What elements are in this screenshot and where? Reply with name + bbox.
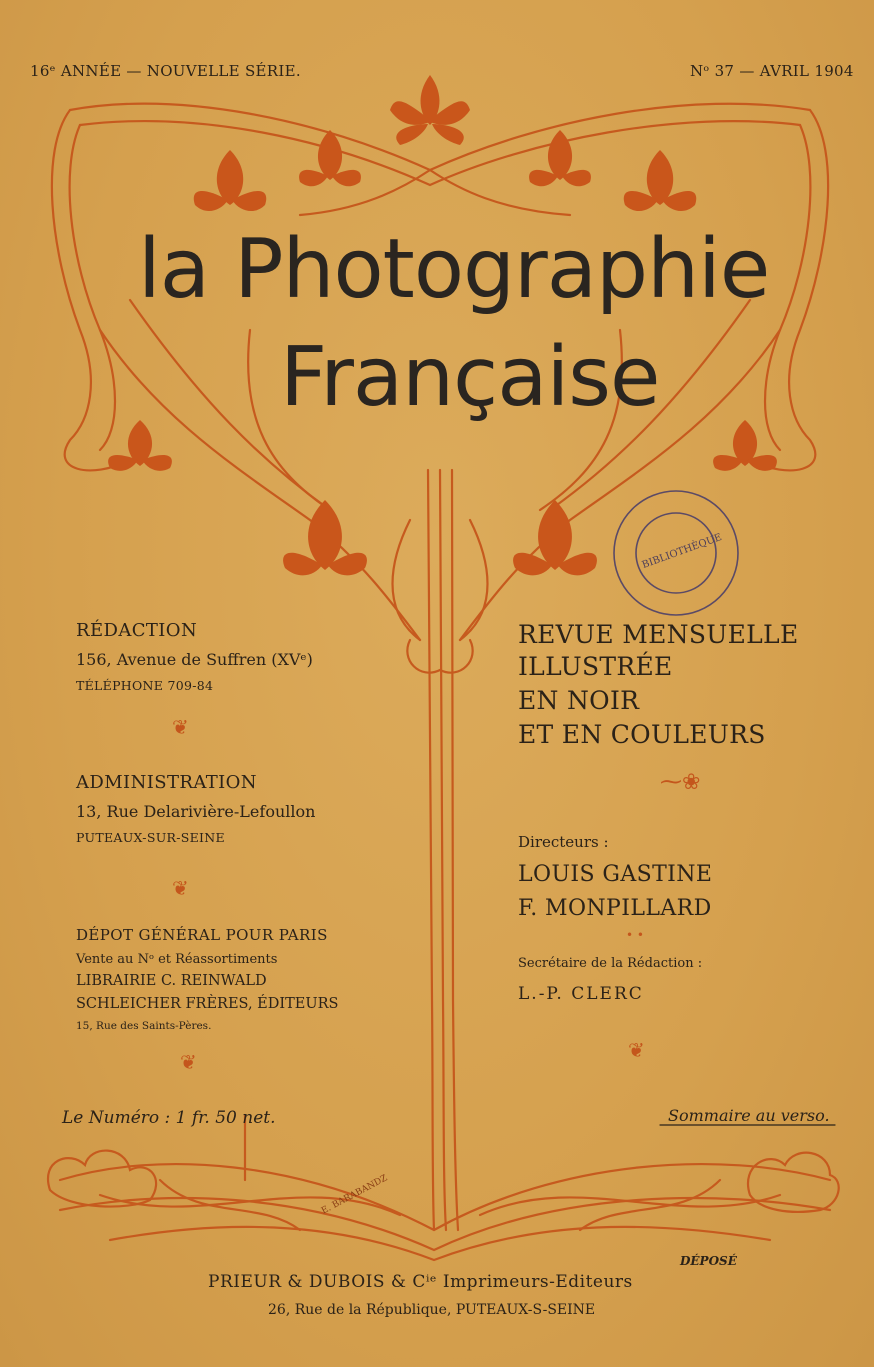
redaction-phone: TÉLÉPHONE 709-84 bbox=[76, 678, 214, 693]
issue-info: Nᵒ 37 — AVRIL 1904 bbox=[690, 62, 854, 80]
revue-line-1: REVUE MENSUELLE bbox=[518, 620, 799, 649]
directeurs-label: Directeurs : bbox=[518, 833, 609, 851]
price: Le Numéro : 1 fr. 50 net. bbox=[62, 1108, 276, 1128]
administration-city: PUTEAUX-SUR-SEINE bbox=[76, 830, 225, 845]
directeur-2: F. MONPILLARD bbox=[518, 896, 712, 921]
title-line-2: Française bbox=[280, 330, 660, 425]
depot-line-3: SCHLEICHER FRÈRES, ÉDITEURS bbox=[76, 996, 339, 1012]
fleuron-ornament: ❦ bbox=[172, 715, 189, 739]
sommaire-note: Sommaire au verso. bbox=[668, 1106, 830, 1125]
administration-heading: ADMINISTRATION bbox=[76, 772, 257, 793]
publisher-line: PRIEUR & DUBOIS & Cⁱᵉ Imprimeurs-Editeurs bbox=[208, 1272, 633, 1292]
stamp-inner-text: BIBLIOTHÈQUE bbox=[640, 531, 724, 572]
depot-line-4: 15, Rue des Saints-Pères. bbox=[76, 1020, 212, 1032]
dot-ornament: • • bbox=[626, 928, 644, 942]
secretaire-label: Secrétaire de la Rédaction : bbox=[518, 956, 703, 971]
depot-heading: DÉPOT GÉNÉRAL POUR PARIS bbox=[76, 926, 328, 944]
redaction-address: 156, Avenue de Suffren (XVᵉ) bbox=[76, 650, 313, 669]
artist-signature: E. BARABANDZ bbox=[319, 1173, 390, 1217]
directeur-1: LOUIS GASTINE bbox=[518, 862, 713, 887]
volume-info: 16ᵉ ANNÉE — NOUVELLE SÉRIE. bbox=[30, 62, 301, 80]
fleuron-ornament: ❦ bbox=[628, 1038, 645, 1062]
publisher-address: 26, Rue de la République, PUTEAUX-S-SEINE bbox=[268, 1302, 596, 1318]
administration-address: 13, Rue Delarivière-Lefoullon bbox=[76, 802, 316, 821]
revue-line-4: ET EN COULEURS bbox=[518, 720, 766, 749]
depose-mark: DÉPOSÉ bbox=[680, 1254, 737, 1268]
depot-line-2: LIBRAIRIE C. REINWALD bbox=[76, 973, 267, 989]
fleuron-ornament: ❦ bbox=[172, 876, 189, 900]
rose-ornament: ⁓❀ bbox=[660, 770, 701, 795]
depot-line-1: Vente au Nᵒ et Réassortiments bbox=[76, 952, 278, 967]
secretaire-name: L.-P. CLERC bbox=[518, 984, 644, 1004]
redaction-heading: RÉDACTION bbox=[76, 620, 198, 641]
title-line-1: la Photographie bbox=[138, 222, 770, 317]
fleuron-ornament: ❦ bbox=[180, 1050, 197, 1074]
revue-line-2: ILLUSTRÉE bbox=[518, 652, 673, 681]
revue-line-3: EN NOIR bbox=[518, 686, 640, 715]
